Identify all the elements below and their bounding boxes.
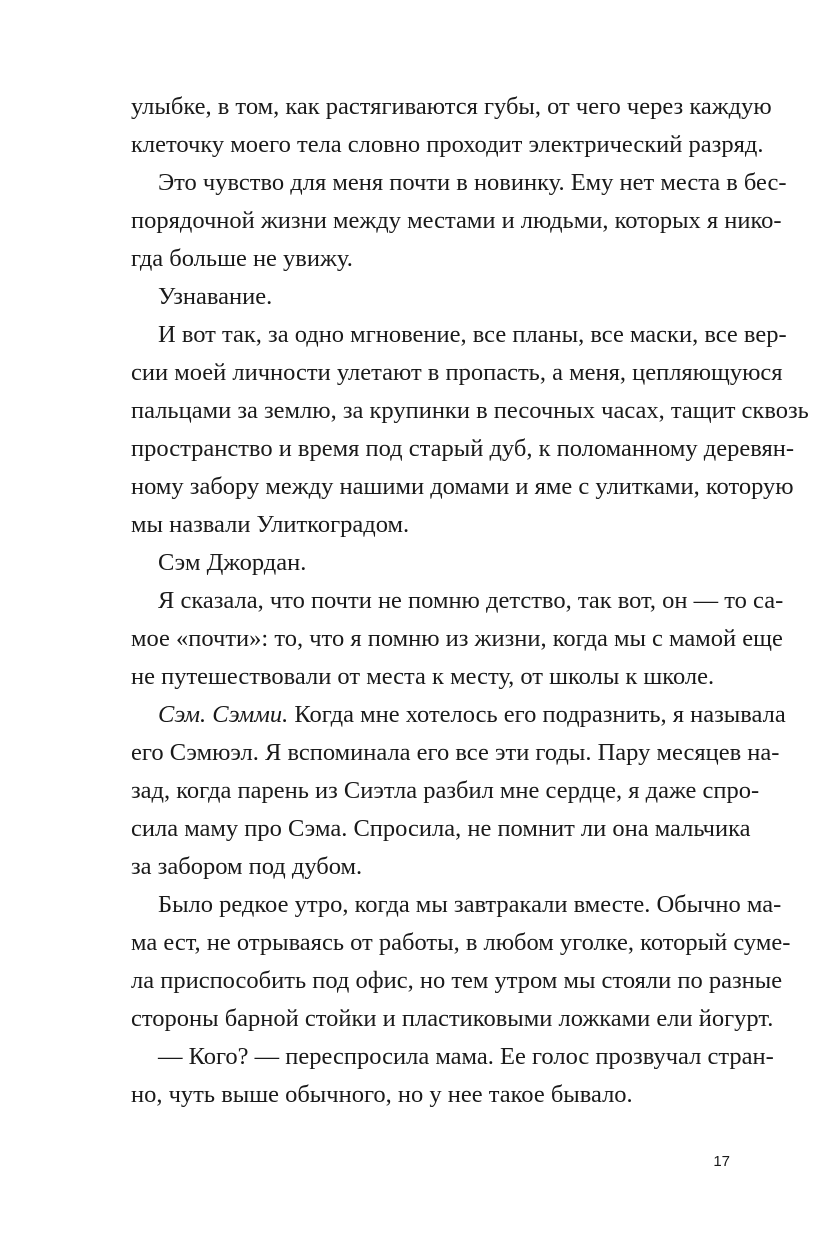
italic-phrase: Сэм. Сэмми. [158, 701, 289, 728]
text-line: порядочной жизни между местами и людьми, которых я нико- [131, 207, 782, 234]
text-line: Это чувство для меня почти в новинку. Ему нет места в бес- [158, 169, 787, 196]
text-line: зад, когда парень из Сиэтла разбил мне сердце, я даже спро- [131, 777, 760, 804]
text-line: Узнавание. [158, 283, 273, 310]
text-line: Сэм Джордан. [158, 549, 307, 576]
text-line: ла приспособить под офис, но тем утром мы стояли по разные [131, 967, 783, 994]
text-line: сила маму про Сэма. Спросила, не помнит ли она мальчика [131, 815, 751, 842]
text-line: не путешествовали от места к месту, от школы к школе. [131, 663, 715, 690]
text-line: гда больше не увижу. [131, 245, 353, 272]
text-line: Было редкое утро, когда мы завтракали вместе. Обычно ма- [158, 891, 782, 918]
text-line: И вот так, за одно мгновение, все планы, все маски, все вер- [158, 321, 787, 348]
text-line: но, чуть выше обычного, но у нее такое бывало. [131, 1081, 633, 1108]
text-line: ному забору между нашими домами и яме с улитками, которую [131, 473, 794, 500]
text-line: пространство и время под старый дуб, к поломанному деревян- [131, 435, 794, 462]
text-line: — Кого? — переспросила мама. Ее голос прозвучал стран- [158, 1043, 774, 1070]
book-page-text [131, 88, 809, 1114]
text-line: сии моей личности улетают в пропасть, а меня, цепляющуюся [131, 359, 783, 386]
text-line: его Сэмюэл. Я вспоминала его все эти годы. Пару месяцев на- [131, 739, 780, 766]
text-line: пальцами за землю, за крупинки в песочных часах, тащит сквозь [131, 397, 809, 424]
text-line: стороны барной стойки и пластиковыми ложками ели йогурт. [131, 1005, 774, 1032]
text-line: мое «почти»: то, что я помню из жизни, когда мы с мамой еще [131, 625, 783, 652]
text-segment: Когда мне хотелось его подразнить, я называла [288, 701, 786, 728]
text-line [131, 696, 786, 734]
text-line: ма ест, не отрываясь от работы, в любом уголке, который суме- [131, 929, 791, 956]
text-line: клеточку моего тела словно проходит электрический разряд. [131, 131, 764, 158]
text-line: Я сказала, что почти не помню детство, так вот, он — то са- [158, 587, 784, 614]
page-number: 17 [713, 1153, 730, 1170]
text-line: за забором под дубом. [131, 853, 363, 880]
text-line: мы назвали Улиткоградом. [131, 511, 410, 538]
text-line: улыбке, в том, как растягиваются губы, от чего через каждую [131, 93, 772, 120]
